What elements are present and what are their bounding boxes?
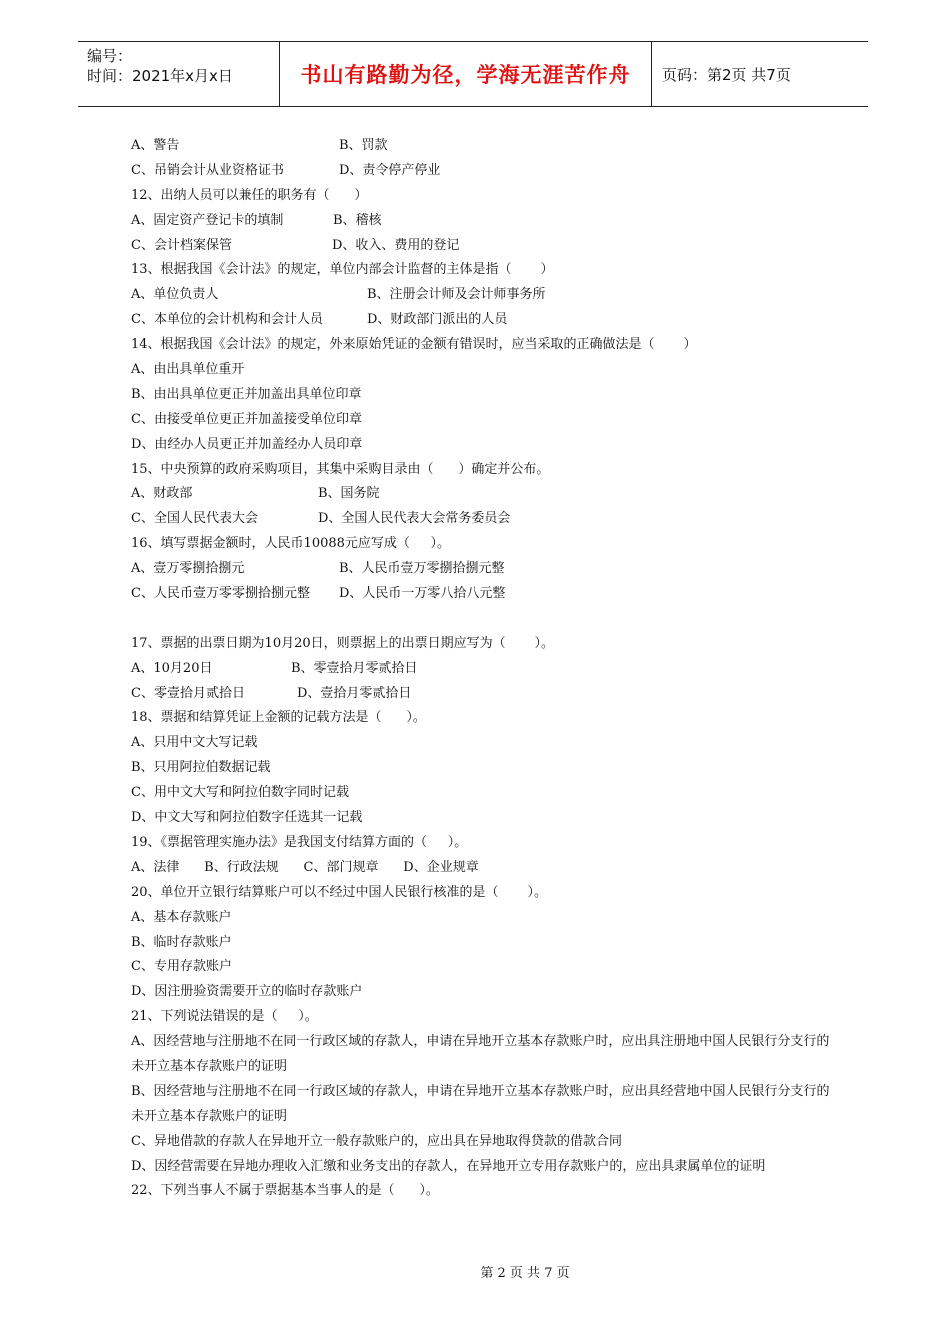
blank-line (131, 607, 831, 632)
option-text: B、注册会计师及会计师事务所 (367, 287, 546, 303)
option-text: D、壹拾月零贰拾日 (297, 685, 412, 701)
option-text: A、只用中文大写记载 (131, 735, 258, 751)
option-row (131, 209, 831, 234)
option-row (131, 657, 831, 682)
header-meta (78, 42, 280, 106)
question-13: 13、根据我国《会计法》的规定，单位内部会计监督的主体是指（ ） (131, 262, 554, 278)
option-text: B、临时存款账户 (131, 934, 232, 950)
option-text: D、收入、费用的登记 (332, 237, 460, 253)
option-text: B、稽核 (333, 212, 382, 228)
page-footer: 第 2 页 共 7 页 (480, 1266, 570, 1281)
option-text: D、因注册验资需要开立的临时存款账户 (131, 984, 363, 1000)
option-text: D、财政部门派出的人员 (367, 312, 508, 328)
option-text: B、人民币壹万零捌拾捌元整 (339, 561, 505, 577)
serial-label: 编号： (87, 47, 133, 65)
option-row (131, 308, 831, 333)
option-row (131, 507, 831, 532)
option-text: C、零壹拾月贰拾日 (131, 685, 245, 701)
option-text: A、由出具单位重开 (131, 362, 245, 378)
option-text: D、责令停产停业 (339, 162, 441, 178)
option-text: B、由出具单位更正并加盖出具单位印章 (131, 386, 362, 402)
header-page-label: 页码：第2页 共7页 (662, 65, 791, 84)
option-text: A、警告 (131, 138, 180, 153)
option-text: C、异地借款的存款人在异地开立一般存款账户的，应出具在异地取得贷款的借款合同 (131, 1133, 622, 1149)
question-18: 18、票据和结算凭证上金额的记载方法是（ ）。 (131, 710, 426, 726)
option-row (131, 159, 831, 184)
page-header (78, 41, 868, 107)
option-row (131, 134, 831, 159)
question-21: 21、下列说法错误的是（ ）。 (131, 1009, 318, 1025)
option-text: A、基本存款账户 (131, 909, 232, 925)
option-text: B、国务院 (318, 486, 380, 502)
option-text: C、吊销会计从业资格证书 (131, 162, 284, 178)
question-12: 12、出纳人员可以兼任的职务有（ ） (131, 187, 368, 203)
option-text: C、人民币壹万零零捌拾捌元整 (131, 586, 310, 602)
option-text: A、壹万零捌拾捌元 (131, 561, 245, 577)
option-text: C、用中文大写和阿拉伯数字同时记载 (131, 785, 349, 801)
option-row (131, 682, 831, 707)
question-14: 14、根据我国《会计法》的规定，外来原始凭证的金额有错误时，应当采取的正确做法是（ ） (131, 337, 697, 353)
option-row (131, 482, 831, 507)
option-text: C、由接受单位更正并加盖接受单位印章 (131, 411, 362, 427)
option-row (131, 283, 831, 308)
question-20: 20、单位开立银行结算账户可以不经过中国人民银行核准的是（ ）。 (131, 884, 547, 900)
header-motto: 书山有路勤为径，学海无涯苦作舟 (280, 42, 652, 106)
option-row (131, 557, 831, 582)
option-text: B、只用阿拉伯数据记载 (131, 760, 271, 776)
document-body (131, 134, 831, 1204)
question-16: 16、填写票据金额时，人民币10088元应写成（ ）。 (131, 536, 451, 552)
option-text: C、全国人民代表大会 (131, 511, 258, 527)
option-text: A、因经营地与注册地不在同一行政区域的存款人，申请在异地开立基本存款账户时，应出具注册地中国人民银行分支行的未开立基本存款账户的证明 (131, 1034, 830, 1074)
option-text: B、罚款 (339, 138, 388, 153)
question-17: 17、票据的出票日期为10月20日，则票据上的出票日期应写为（ ）。 (131, 635, 555, 651)
question-19: 19、《票据管理实施办法》是我国支付结算方面的（ ）。 (131, 834, 468, 850)
option-text: D、全国人民代表大会常务委员会 (318, 511, 511, 527)
option-row (131, 582, 831, 607)
option-text: D、中文大写和阿拉伯数字任选其一记载 (131, 810, 363, 826)
option-text: D、人民币一万零八拾八元整 (339, 586, 506, 602)
option-text: C、本单位的会计机构和会计人员 (131, 312, 323, 328)
option-text: A、单位负责人 (131, 287, 219, 303)
option-text: A、固定资产登记卡的填制 (131, 212, 284, 228)
option-text: B、因经营地与注册地不在同一行政区域的存款人，申请在异地开立基本存款账户时，应出具经营地中国人民银行分支行的未开立基本存款账户的证明 (131, 1083, 830, 1124)
option-row: A、法律 B、行政法规 C、部门规章 D、企业规章 (131, 859, 479, 875)
date-label: 时间：2021年x月x日 (87, 67, 233, 85)
option-text: C、会计档案保管 (131, 237, 232, 253)
option-text: A、10月20日 (131, 660, 213, 676)
option-text: A、财政部 (131, 486, 193, 502)
option-text: C、专用存款账户 (131, 959, 232, 975)
option-text: D、因经营需要在异地办理收入汇缴和业务支出的存款人，在异地开立专用存款账户的，应出具隶属单位的证明 (131, 1158, 766, 1174)
option-text: B、零壹拾月零贰拾日 (291, 660, 418, 676)
option-row (131, 234, 831, 259)
question-15: 15、中央预算的政府采购项目，其集中采购目录由（ ）确定并公布。 (131, 461, 550, 477)
question-22: 22、下列当事人不属于票据基本当事人的是（ ）。 (131, 1183, 439, 1199)
option-text: D、由经办人员更正并加盖经办人员印章 (131, 436, 363, 452)
